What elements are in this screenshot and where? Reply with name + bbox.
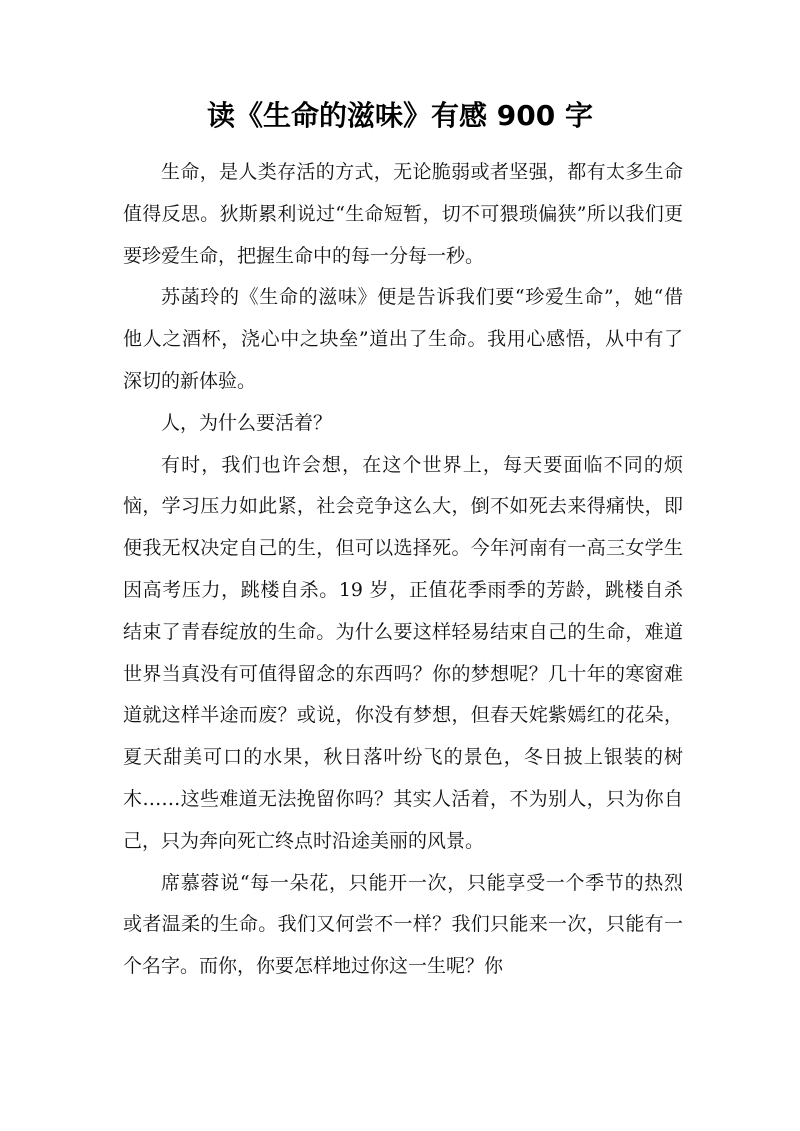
paragraph: 苏菡玲的《生命的滋味》便是告诉我们要“珍爱生命”，她“借他人之酒杯，浇心中之块垒”道出了生命。我用心感悟，从中有了深切的新体验。 <box>123 286 683 392</box>
paragraph: 人，为什么要活着？ <box>161 411 333 434</box>
paragraph: 生命，是人类存活的方式，无论脆弱或者坚强，都有太多生命值得反思。狄斯累利说过“生命短暂，切不可猥琐偏狭”所以我们更要珍爱生命，把握生命中的每一分每一秒。 <box>123 161 683 267</box>
paragraph: 席慕蓉说“每一朵花，只能开一次，只能享受一个季节的热烈或者温柔的生命。我们又何尝不一样？我们只能来一次，只能有一个名字。而你，你要怎样地过你这一生呢？你 <box>123 871 683 978</box>
document-title: 读《生命的滋味》有感 900 字 <box>207 99 593 132</box>
document-body <box>123 152 683 988</box>
paragraph: 有时，我们也许会想，在这个世界上，每天要面临不同的烦恼，学习压力如此紧，社会竞争这么大，倒不如死去来得痛快，即便我无权决定自己的生，但可以选择死。今年河南有一高三女学生因高考压力，跳楼自杀。19 岁，正值花季雨季的芳龄，跳楼自杀结束了青春绽放的生命。为什么要这样轻易结束自己的生命，难道世界当真没有可值得留念的东西吗？你的梦想呢？几十年的寒窗难道就这样半途而废？或说，你没有梦想，但春天姹紫嫣红的花朵，夏天甜美可口的水果，秋日落叶纷飞的景色，冬日披上银装的树木……这些难道无法挽留你吗？其实人活着，不为别人，只为你自己，只为奔向死亡终点时沿途美丽的风景。 <box>123 453 683 852</box>
